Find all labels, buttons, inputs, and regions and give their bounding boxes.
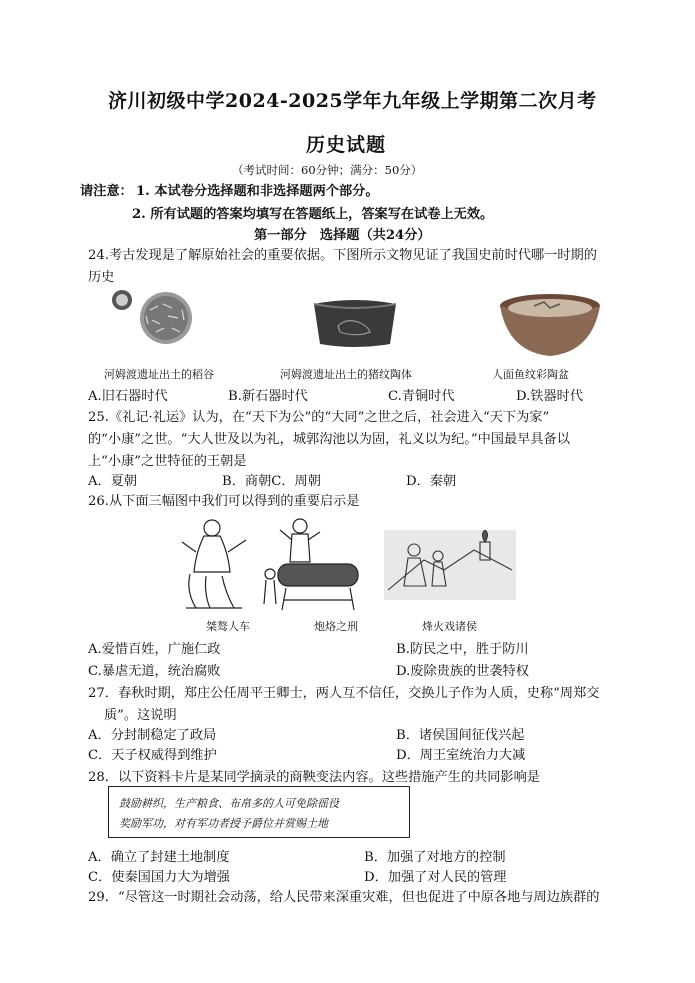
q28-option-d: D．加强了对人民的管理 [364, 870, 507, 885]
q25-option-d: D．秦朝 [406, 474, 457, 489]
q28-option-c: C．使秦国国力大为增强 [88, 870, 230, 885]
rice-grains-image [108, 288, 198, 348]
q24-caption-1: 河姆渡遗址出土的稻谷 [104, 368, 214, 381]
q25-option-b-c: B．商朝C．周朝 [222, 474, 321, 489]
exam-subtitle: 历史试题 [306, 134, 387, 156]
q26-caption-1: 桀骜人车 [206, 620, 250, 633]
section-heading: 第一部分 选择题（共24分） [254, 228, 431, 243]
q28-option-b: B．加强了对地方的控制 [364, 850, 506, 865]
q25-line-2: 的“小康”之世。“大人世及以为礼，城郭沟池以为固，礼义以为纪。”中国最早具备以 [88, 432, 570, 447]
q24-option-a: A.旧石器时代 [88, 389, 168, 404]
q26-option-b: B.防民之中，胜于防川 [396, 642, 529, 657]
q27-option-a: A．分封制稳定了政局 [88, 728, 217, 743]
q28-option-a: A．确立了封建土地制度 [88, 850, 230, 865]
q28-card-line-1: 鼓励耕织，生产粮食、布帛多的人可免除徭役 [119, 797, 339, 810]
notice-item-2: 2. 所有试题的答案均填写在答题纸上，答案写在试卷上无效。 [132, 207, 494, 222]
q24-caption-3: 人面鱼纹彩陶盆 [492, 368, 569, 381]
q24-option-c: C.青铜时代 [388, 389, 455, 404]
notice-label: 请注意： [80, 184, 133, 199]
q24-option-d: D.铁器时代 [516, 389, 584, 404]
fish-face-painted-basin-image [498, 292, 604, 362]
q24-caption-2: 河姆渡遗址出土的猪纹陶体 [280, 368, 412, 381]
q24-stem-line-1: 24.考古发现是了解原始社会的重要依据。下图所示文物见证了我国史前时代哪一时期的 [88, 248, 597, 263]
beacon-fire-prank-image [384, 530, 516, 600]
q25-option-a: A．夏朝 [88, 474, 138, 489]
q26-option-a: A.爱惜百姓，广施仁政 [88, 642, 221, 657]
pig-pattern-pottery-image [310, 296, 400, 352]
q26-option-d: D.废除贵族的世袭特权 [396, 664, 529, 679]
burning-pillar-punishment-image [256, 514, 380, 614]
exam-info: （考试时间：60分钟；满分：50分） [232, 163, 423, 177]
q26-stem: 26.从下面三幅图中我们可以得到的重要启示是 [88, 494, 360, 509]
q25-line-3: 上“小康”之世特征的王朝是 [88, 454, 247, 469]
q25-line-1: 25.《礼记·礼运》认为，在“天下为公”的“大同”之世之后，社会进入“天下为家” [88, 410, 550, 425]
q24-option-b: B.新石器时代 [228, 389, 308, 404]
q27-line-2: 质”。这说明 [104, 708, 177, 723]
notice-item-1: 1. 本试卷分选择题和非选择题两个部分。 [136, 184, 379, 199]
q26-caption-3: 烽火戏诸侯 [422, 620, 477, 633]
q26-caption-2: 炮烙之刑 [314, 620, 358, 633]
q27-option-b: B．诸侯国间征伐兴起 [396, 728, 525, 743]
q24-stem-line-2: 历史 [88, 270, 115, 285]
jie-riding-people-image [176, 512, 252, 612]
q27-option-d: D．周王室统治力大减 [396, 748, 526, 763]
q28-stem: 28．以下资料卡片是某同学摘录的商鞅变法内容。这些措施产生的共同影响是 [88, 770, 540, 785]
q28-material-card [108, 786, 410, 838]
q27-line-1: 27．春秋时期，郑庄公任周平王卿士，两人互不信任，交换儿子作为人质，史称“周郑交 [88, 686, 600, 701]
q29-stem: 29．“尽管这一时期社会动荡，给人民带来深重灾难，但也促进了中原各地与周边族群的 [88, 890, 600, 905]
q26-option-c: C.暴虐无道，统治腐败 [88, 664, 221, 679]
q27-option-c: C．天子权威得到维护 [88, 748, 217, 763]
q28-card-line-2: 奖励军功，对有军功者授予爵位并赏赐土地 [119, 817, 328, 830]
exam-title: 济川初级中学2024-2025学年九年级上学期第二次月考 [108, 90, 597, 112]
